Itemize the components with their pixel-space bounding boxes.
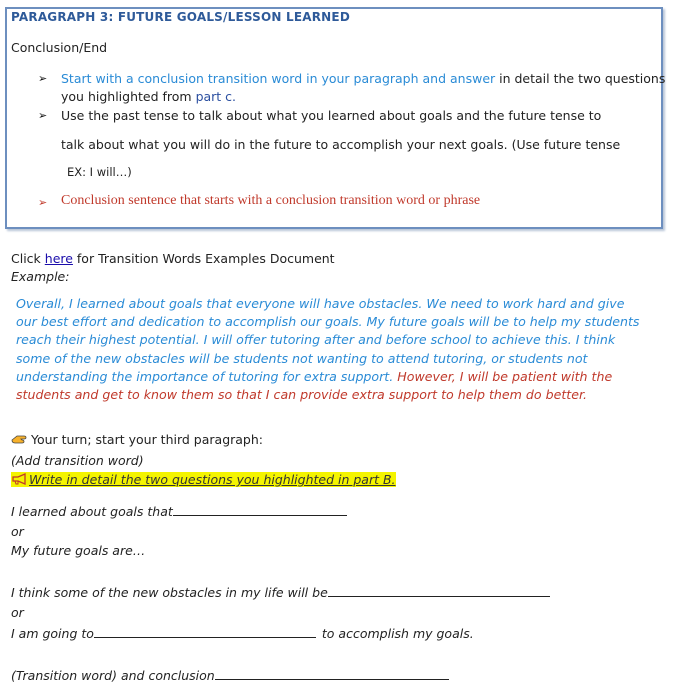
example-paragraph <box>16 295 646 404</box>
add-transition-text: (Add transition word) <box>11 453 144 468</box>
bullet-1-line-2-text: you highlighted from <box>61 89 196 104</box>
bullet-2-line-2: talk about what you will do in the future to accomplish your next goals. (Use future tense <box>61 137 621 152</box>
bullet-2-line-3: EX: I will…) <box>67 165 132 179</box>
highlighted-instruction-text: Write in detail the two questions you highlighted in part B. <box>29 472 396 487</box>
bullet-1-rest-text: in detail the two questions <box>495 71 666 86</box>
bullet-1-blue-text: Start with a conclusion transition word in your paragraph and answer <box>61 71 496 86</box>
transition-link-line <box>11 251 335 266</box>
obstacles-blank[interactable] <box>328 584 550 597</box>
accomplish-text: to accomplish my goals. <box>321 626 474 641</box>
megaphone-icon <box>11 473 29 485</box>
learned-line <box>11 503 347 519</box>
section-heading: PARAGRAPH 3: FUTURE GOALS/LESSON LEARNED <box>11 10 350 24</box>
click-prefix: Click <box>11 251 45 266</box>
going-to-line <box>11 625 474 641</box>
arrow-bullet-icon: ➢ <box>38 72 48 85</box>
example-blue-text: Overall, I learned about goals that everyone will have obstacles. We need to work hard and give our best effort and dedication to accomplish our goals. My future goals will be to help my students reach their highest potential. I will offer tutoring after and before school to achieve this. I think some of the new obstacles will be students not wanting to attend tutoring, or students not understanding the importance of tutoring for extra support. <box>16 296 640 384</box>
conclusion-line <box>11 667 449 683</box>
bullet-3-text: Conclusion sentence that starts with a conclusion transition word or phrase <box>61 193 481 208</box>
learned-text: I learned about goals that <box>11 504 173 519</box>
your-turn-heading <box>11 432 263 447</box>
going-to-text: I am going to <box>11 626 94 641</box>
learned-blank[interactable] <box>173 503 347 516</box>
example-red-text: However, I will be patient with the students and get to know them so that I can provide extra support to help them do better. <box>16 368 613 403</box>
box-subtitle: Conclusion/End <box>11 40 108 55</box>
example-label: Example: <box>11 269 70 284</box>
bullet-2-line-1: Use the past tense to talk about what you learned about goals and the future tense to <box>61 108 602 123</box>
bullet-1-line-1 <box>61 71 665 86</box>
or-text-2: or <box>11 605 24 620</box>
highlight-line <box>11 472 396 487</box>
bullet-1-line-2 <box>61 89 236 104</box>
part-c-text: part c. <box>195 89 237 104</box>
conclusion-blank[interactable] <box>215 667 449 680</box>
obstacles-text: I think some of the new obstacles in my life will be <box>11 585 328 600</box>
going-to-blank[interactable] <box>94 625 316 638</box>
your-turn-text: Your turn; start your third paragraph: <box>31 432 263 447</box>
click-suffix: for Transition Words Examples Document <box>72 251 335 266</box>
future-goals-text: My future goals are… <box>11 543 146 558</box>
arrow-bullet-icon: ➢ <box>38 109 48 122</box>
here-link[interactable]: here <box>44 251 73 266</box>
or-text-1: or <box>11 524 24 539</box>
obstacles-line <box>11 584 550 600</box>
arrow-bullet-icon: ➢ <box>38 196 48 209</box>
highlighted-instruction <box>11 472 396 487</box>
transition-conclusion-text: (Transition word) and conclusion <box>11 668 215 683</box>
pointing-hand-icon <box>11 432 31 446</box>
